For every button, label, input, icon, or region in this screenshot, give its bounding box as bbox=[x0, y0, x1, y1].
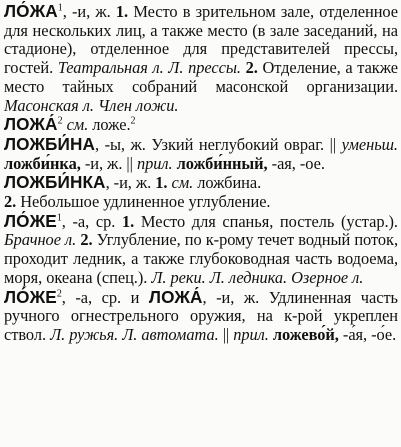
entry-lozha-1 bbox=[4, 2, 398, 115]
sense-number: 1. bbox=[115, 2, 129, 21]
homonym-number: 2 bbox=[56, 288, 62, 300]
headword: ЛО́ЖЕ bbox=[4, 286, 57, 307]
grammar: -и, ж. || bbox=[80, 153, 137, 173]
reference-label: см. bbox=[167, 173, 198, 193]
sense-number: 2. bbox=[76, 230, 93, 250]
grammar: , -а, ср. bbox=[61, 211, 122, 231]
examples: Л. ружья. Л. автомата. bbox=[50, 324, 219, 344]
grammar: -ая, -ое. bbox=[267, 153, 325, 173]
entry-lozhbinka bbox=[4, 173, 398, 211]
diminutive-label: уменьш. bbox=[341, 134, 398, 154]
headword: ЛОЖА́ bbox=[4, 114, 58, 135]
alternate-headword: ЛОЖА́ bbox=[148, 286, 203, 307]
sense-number: 2. bbox=[4, 192, 17, 212]
headword: ЛОЖБИ́НА bbox=[4, 133, 95, 154]
grammar: , -и, ж. bbox=[105, 173, 156, 193]
reference-homonym-number: 2 bbox=[130, 115, 136, 127]
adjective-label: прил. bbox=[136, 153, 173, 173]
adjective-word: ложби́нный, bbox=[172, 153, 268, 173]
grammar: , -и, ж. bbox=[202, 287, 269, 307]
examples: Брачное л. bbox=[4, 230, 77, 250]
homonym-number: 1 bbox=[57, 2, 63, 14]
examples: Л. реки. Л. ледника. Озерное л. bbox=[151, 267, 364, 287]
entry-lozha-2 bbox=[4, 115, 398, 135]
headword: ЛОЖБИ́НКА bbox=[4, 172, 106, 193]
definition: Небольшое удлиненное углубление. bbox=[16, 192, 271, 212]
homonym-number: 2 bbox=[57, 115, 63, 127]
diminutive-word: ложби́нка, bbox=[4, 153, 81, 173]
reference-target: ложбина. bbox=[197, 173, 262, 193]
sense-number: 1. bbox=[155, 173, 168, 193]
reference-label: см. bbox=[62, 115, 93, 135]
definition: Место для спанья, постель (устар.). bbox=[134, 211, 398, 231]
definition: Место в зрительном зале, отделенное для нескольких лиц, а также место (в зале заседаний, на стадионе), отделенное для представителей прессы, гостей. bbox=[4, 2, 398, 78]
sense-number: 1. bbox=[122, 211, 135, 231]
separator: || bbox=[218, 324, 234, 344]
sense-number: 2. bbox=[240, 58, 258, 78]
adjective-word: ложево́й, bbox=[268, 324, 339, 344]
headword: ЛО́ЖЕ bbox=[4, 210, 57, 231]
examples: Театральная л. Л. прессы. bbox=[57, 58, 241, 78]
grammar: -а́я, -о́е. bbox=[338, 324, 397, 344]
entry-lozhe-1 bbox=[4, 212, 398, 288]
definition: Узкий неглубокий овраг. || bbox=[151, 134, 342, 154]
entry-lozhbina bbox=[4, 135, 398, 173]
grammar: , -а, ср. и bbox=[61, 287, 149, 307]
definition: Отделение, а также место тайных собраний масонской организации. bbox=[4, 58, 398, 96]
headword: ЛО́ЖА bbox=[4, 1, 58, 21]
definition: Углубление, по к-рому течет водный поток, проходит ледник, а также глубоководная часть водоема, моря, океана (спец.). bbox=[4, 230, 398, 287]
adjective-label: прил. bbox=[233, 324, 269, 344]
homonym-number: 1 bbox=[56, 212, 62, 224]
grammar: , -ы, ж. bbox=[94, 134, 152, 154]
grammar: , -и, ж. bbox=[62, 2, 116, 21]
entry-lozhe-2 bbox=[4, 288, 398, 345]
examples: Масонская л. Член ложи. bbox=[4, 95, 179, 115]
reference-target: ложе. bbox=[92, 115, 131, 135]
definition: Удлиненная часть ручного огнестрельного оружия, на к-рой укреплен ствол. bbox=[4, 287, 398, 344]
